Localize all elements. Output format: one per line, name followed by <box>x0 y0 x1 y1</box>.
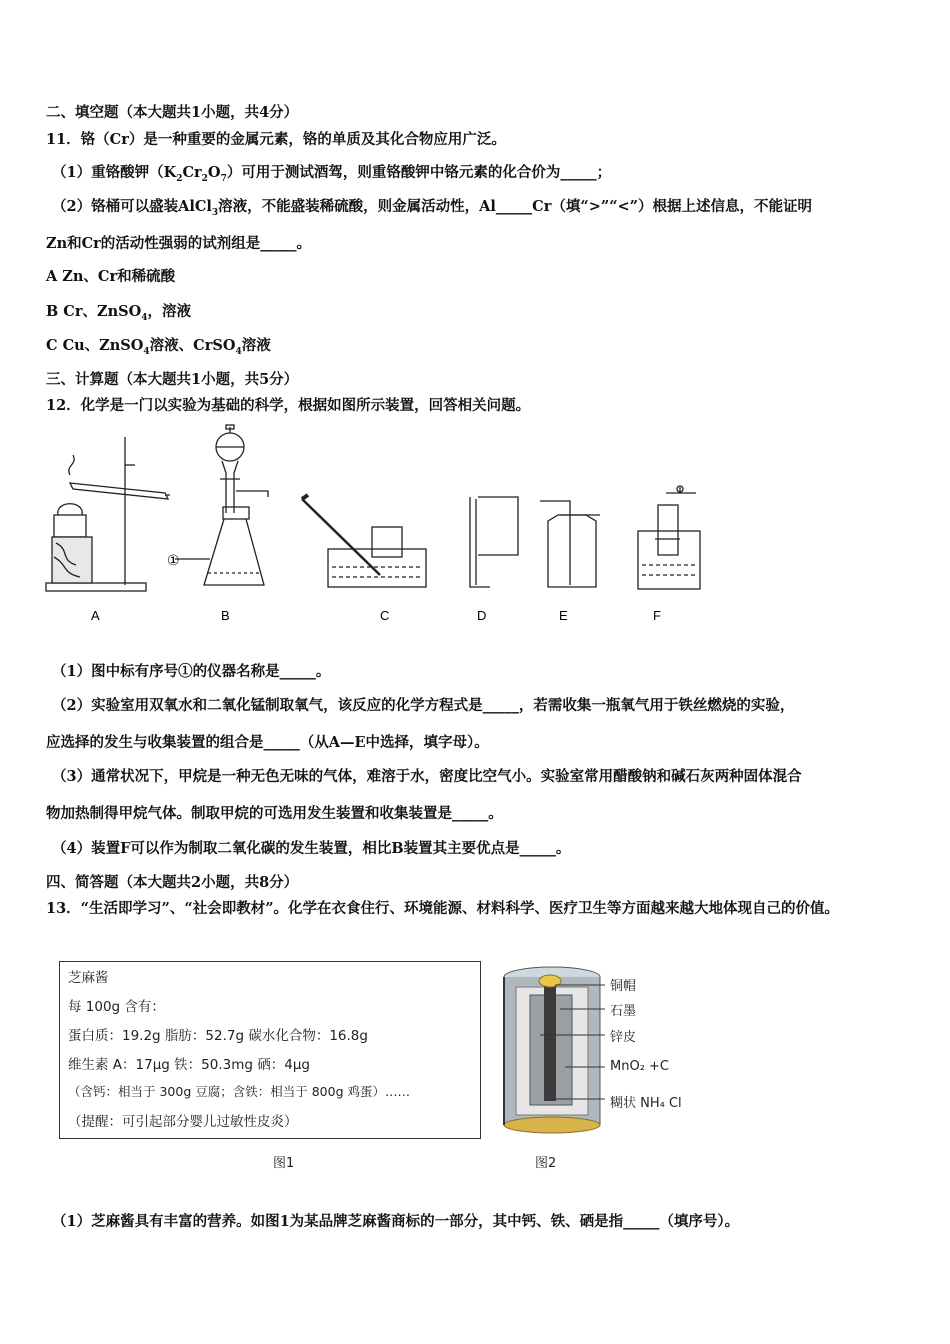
label-line-3: 维生素 A：17μg 铁：50.3mg 硒：4μg <box>68 1057 310 1073</box>
label-title: 芝麻酱 <box>68 970 109 986</box>
option-a: A Zn、Cr和稀硫酸 <box>46 268 176 285</box>
battery-label-copper-cap: 铜帽 <box>610 979 637 994</box>
apparatus-e-upward-collection <box>540 501 600 587</box>
question-11-part-1: （1）重铬酸钾$(K_2Cr_2O_7)$可用于测试酒驾，则重铬酸钾中铬元素的化合价为_____； <box>52 164 612 184</box>
label-line-4: （含钙：相当于 300g 豆腐；含铁：相当于 800g 鸡蛋）…… <box>68 1084 410 1099</box>
marker-circled-1: ① <box>167 553 180 569</box>
question-13-part-1: （1）芝麻酱具有丰富的营养。如图1为某品牌芝麻酱商标的一部分，其中钙、铁、硒是指_____（填序号）。 <box>52 1213 740 1230</box>
question-12-part-3-line2: 物加热制得甲烷气体。制取甲烷的可选用发生装置和收集装置是_____。 <box>46 805 503 822</box>
question-12-part-2-line2: 应选择的发生与收集装置的组合是_____（从A—E中选择，填字母）。 <box>46 734 489 751</box>
lab-apparatus-figure <box>40 425 720 625</box>
figure-2-caption: 图2 <box>535 1156 557 1171</box>
apparatus-label-d: D <box>477 608 487 623</box>
option-b: B Cr、ZnSO$_4$，溶液 <box>46 303 191 323</box>
apparatus-label-f: F <box>653 608 661 623</box>
battery-label-zinc: 锌皮 <box>610 1030 637 1045</box>
apparatus-f-beaker-generator <box>638 486 700 589</box>
apparatus-label-e: E <box>559 608 568 623</box>
apparatus-a-heating-setup <box>46 437 170 591</box>
battery-label-graphite: 石墨 <box>610 1004 637 1019</box>
section-heading-short-answer: 四、简答题（本大题共2小题，共8分） <box>46 874 299 891</box>
sesame-paste-label <box>59 961 481 1139</box>
apparatus-label-b: B <box>221 608 230 623</box>
label-line-1: 每 100g 含有： <box>68 999 165 1015</box>
battery-label-nh4cl: 糊状 NH₄ Cl <box>610 1096 682 1111</box>
apparatus-label-a: A <box>91 608 100 623</box>
question-12-stem: 12．化学是一门以实验为基础的科学，根据如图所示装置，回答相关问题。 <box>46 397 531 414</box>
question-11-part-2-line2: Zn和Cr的活动性强弱的试剂组是_____。 <box>46 235 312 252</box>
apparatus-c-water-trough <box>302 495 426 587</box>
figure-1-caption: 图1 <box>273 1156 295 1171</box>
option-c: C Cu、ZnSO$_4$溶液、CrSO$_4$溶液 <box>46 337 271 357</box>
section-heading-fill-blank: 二、填空题（本大题共1小题，共4分） <box>46 104 299 121</box>
label-line-5: （提醒：可引起部分婴儿过敏性皮炎） <box>68 1114 298 1130</box>
question-12-part-4: （4）装置F可以作为制取二氧化碳的发生装置，相比B装置其主要优点是_____。 <box>52 840 571 857</box>
battery-leader-lines <box>540 985 610 1115</box>
label-line-2: 蛋白质：19.2g 脂肪：52.7g 碳水化合物：16.8g <box>68 1028 368 1044</box>
section-heading-calculation: 三、计算题（本大题共1小题，共5分） <box>46 371 299 388</box>
apparatus-d-downward-collection <box>470 497 518 587</box>
apparatus-b-flask-funnel <box>175 425 268 585</box>
apparatus-label-c: C <box>380 608 390 623</box>
question-11-stem: 11．铬（Cr）是一种重要的金属元素，铬的单质及其化合物应用广泛。 <box>46 131 506 148</box>
question-12-part-1: （1）图中标有序号①的仪器名称是_____。 <box>52 663 331 680</box>
question-12-part-2: （2）实验室用双氧水和二氧化锰制取氧气，该反应的化学方程式是_____，若需收集一瓶氧气用于铁丝燃烧的实验， <box>52 697 795 714</box>
battery-label-mno2: MnO₂ +C <box>610 1059 670 1074</box>
question-13-stem: 13．“生活即学习”、“社会即教材”。化学在衣食住行、环境能源、材料科学、医疗卫生等方面越来越大地体现自己的价值。 <box>46 900 840 917</box>
question-11-part-2: （2）铬桶可以盛装AlCl$_3$溶液，不能盛装稀硫酸，则金属活动性，Al_____Cr（填“>”“<”）根据上述信息，不能证明 <box>52 198 813 218</box>
question-12-part-3: （3）通常状况下，甲烷是一种无色无味的气体，难溶于水，密度比空气小。实验室常用醋酸钠和碱石灰两种固体混合 <box>52 768 802 785</box>
